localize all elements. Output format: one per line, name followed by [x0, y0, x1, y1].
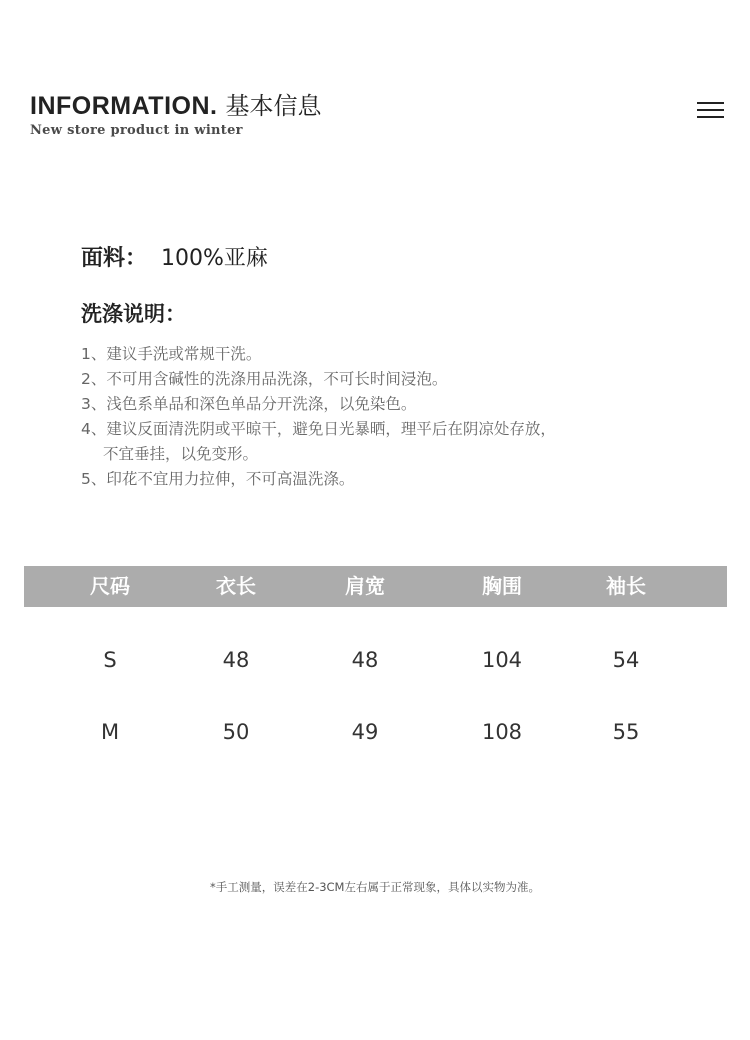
page-header: [30, 86, 730, 146]
header-sleeve: 袖长: [606, 574, 646, 598]
title-english: INFORMATION.: [30, 92, 218, 120]
fabric-label: 面料：: [81, 246, 148, 271]
table-cell: 54: [612, 648, 640, 672]
fabric-value: 100%亚麻: [161, 246, 268, 271]
fabric-info: [81, 241, 268, 272]
washing-instructions: [81, 342, 701, 492]
header-size: 尺码: [90, 574, 130, 598]
table-cell: 104: [481, 648, 523, 672]
washing-item-continued: 不宜垂挂，以免变形。: [103, 445, 259, 463]
table-cell: M: [100, 720, 120, 744]
table-cell: 49: [351, 720, 379, 744]
washing-item: 2、不可用含碱性的洗涤用品洗涤，不可长时间浸泡。: [81, 370, 448, 388]
menu-line: [697, 116, 724, 118]
menu-line: [697, 102, 724, 104]
table-cell: 108: [481, 720, 523, 744]
table-row: [24, 640, 727, 680]
size-table-header: [24, 566, 727, 607]
title-row: [30, 86, 730, 121]
table-cell: 55: [612, 720, 640, 744]
menu-line: [697, 109, 724, 111]
title-chinese: 基本信息: [225, 92, 322, 120]
washing-item: 3、浅色系单品和深色单品分开洗涤，以免染色。: [81, 395, 417, 413]
washing-item: 5、印花不宜用力拉伸，不可高温洗涤。: [81, 470, 355, 488]
hamburger-menu-icon[interactable]: [697, 100, 724, 120]
table-cell: 50: [222, 720, 250, 744]
table-cell: 48: [351, 648, 379, 672]
table-cell: S: [103, 648, 117, 672]
washing-item: 4、建议反面清洗阴或平晾干，避免日光暴晒，理平后在阴凉处存放，: [81, 420, 556, 438]
table-row: [24, 712, 727, 752]
subtitle: New store product in winter: [30, 123, 243, 138]
table-cell: 48: [222, 648, 250, 672]
washing-title: 洗涤说明：: [81, 302, 186, 326]
measurement-footnote: *手工测量，误差在2-3CM左右属于正常现象，具体以实物为准。: [210, 880, 540, 894]
header-chest: 胸围: [482, 574, 522, 598]
header-length: 衣长: [216, 574, 256, 598]
header-shoulder: 肩宽: [345, 574, 385, 598]
washing-item: 1、建议手洗或常规干洗。: [81, 345, 262, 363]
